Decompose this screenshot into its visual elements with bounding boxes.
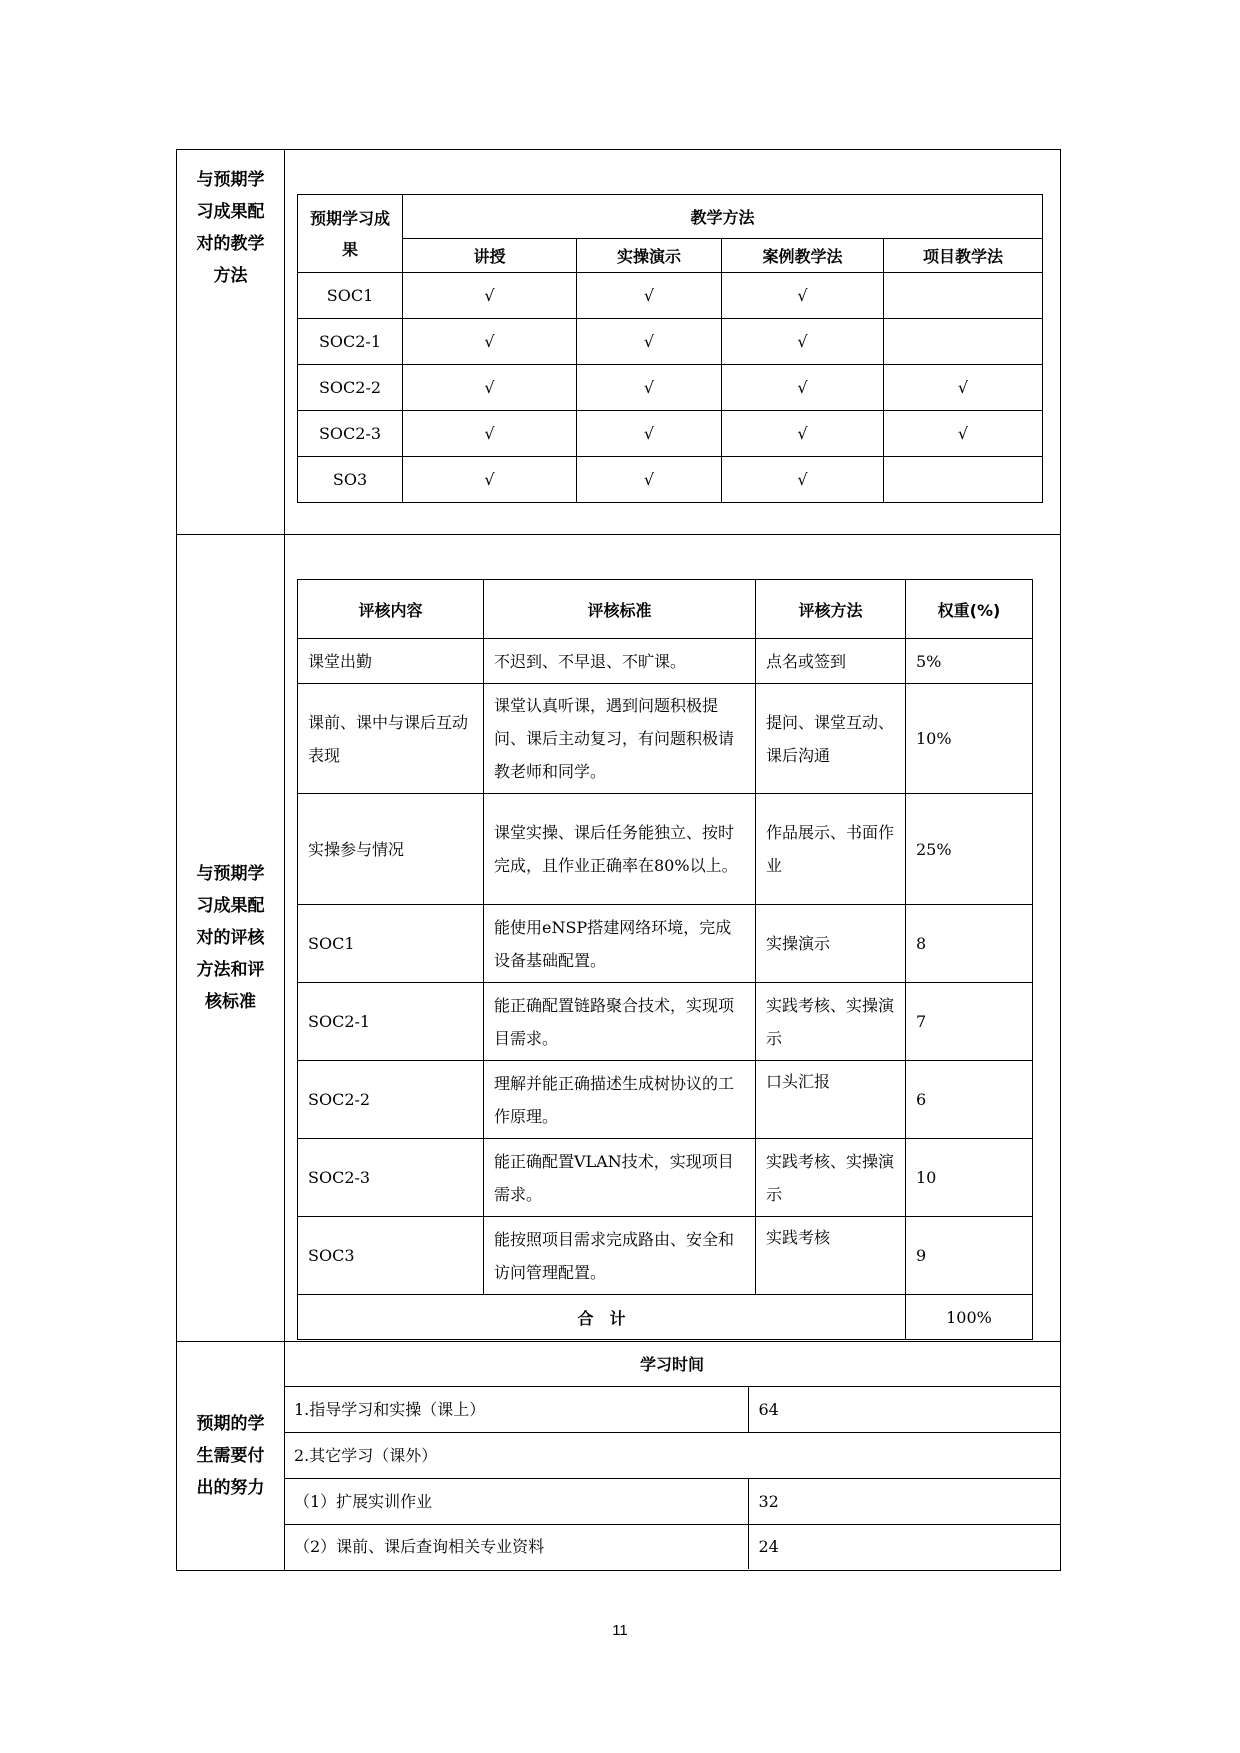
weight-cell: 8 <box>906 905 1033 983</box>
content-cell: SOC2-3 <box>298 1139 484 1217</box>
mark-cell: √ <box>577 457 722 503</box>
method-cell: 作品展示、书面作业 <box>756 794 906 905</box>
method-cell: 实践考核、实操演示 <box>756 1139 906 1217</box>
header-weight: 权重(%) <box>906 580 1033 639</box>
method-cell: 实践考核 <box>756 1217 906 1295</box>
table-row <box>298 365 1043 411</box>
teaching-method-content-cell <box>285 150 1061 535</box>
method-cell: 提问、课堂互动、课后沟通 <box>756 684 906 794</box>
content-cell: SOC2-1 <box>298 983 484 1061</box>
mark-cell: √ <box>403 457 577 503</box>
weight-cell: 25% <box>906 794 1033 905</box>
method-cell: 口头汇报 <box>756 1061 906 1139</box>
effort-value: 64 <box>748 1386 1060 1432</box>
method-project: 项目教学法 <box>884 239 1043 273</box>
effort-item: 1.指导学习和实操（课上） <box>284 1386 748 1432</box>
mark-cell: √ <box>722 457 884 503</box>
method-cell: 实操演示 <box>756 905 906 983</box>
course-outline-table <box>176 149 1061 1571</box>
table-row <box>298 983 1033 1061</box>
table-row <box>298 794 1033 905</box>
page-number: 11 <box>612 1622 628 1639</box>
effort-value: 24 <box>748 1524 1060 1569</box>
content-cell: 课前、课中与课后互动表现 <box>298 684 484 794</box>
outcome-cell: SO3 <box>298 457 403 503</box>
table-row <box>298 1061 1033 1139</box>
mark-cell: √ <box>577 365 722 411</box>
content-cell: SOC2-2 <box>298 1061 484 1139</box>
table-row <box>298 273 1043 319</box>
mark-cell: √ <box>403 319 577 365</box>
total-label: 合 计 <box>298 1295 906 1340</box>
standard-cell: 课堂实操、课后任务能独立、按时完成，且作业正确率在80%以上。 <box>484 794 756 905</box>
mark-cell <box>884 319 1043 365</box>
teaching-method-header-row <box>298 195 1043 239</box>
mark-cell: √ <box>403 411 577 457</box>
content-cell: 课堂出勤 <box>298 639 484 684</box>
weight-cell: 10% <box>906 684 1033 794</box>
mark-cell: √ <box>722 273 884 319</box>
total-value: 100% <box>906 1295 1033 1340</box>
mark-cell: √ <box>722 411 884 457</box>
effort-table <box>284 1341 1060 1569</box>
study-time-header: 学习时间 <box>284 1341 1060 1386</box>
table-row <box>284 1524 1060 1569</box>
weight-cell: 5% <box>906 639 1033 684</box>
effort-content-cell <box>285 1342 1061 1571</box>
mark-cell: √ <box>577 319 722 365</box>
effort-header-row <box>284 1341 1060 1386</box>
teaching-method-label: 与预期学习成果配对的教学方法 <box>196 170 265 286</box>
mark-cell: √ <box>403 365 577 411</box>
standard-cell: 能使用eNSP搭建网络环境，完成设备基础配置。 <box>484 905 756 983</box>
mark-cell: √ <box>722 365 884 411</box>
table-row <box>298 905 1033 983</box>
content-cell: 实操参与情况 <box>298 794 484 905</box>
method-names-row <box>298 239 1043 273</box>
table-row <box>284 1478 1060 1524</box>
table-row <box>298 411 1043 457</box>
table-row <box>298 457 1043 503</box>
effort-item: （1）扩展实训作业 <box>284 1478 748 1524</box>
standard-cell: 不迟到、不早退、不旷课。 <box>484 639 756 684</box>
table-row <box>284 1432 1060 1478</box>
mark-cell: √ <box>403 273 577 319</box>
table-row <box>298 684 1033 794</box>
effort-section <box>177 1342 1061 1571</box>
mark-cell: √ <box>577 273 722 319</box>
mark-cell <box>884 457 1043 503</box>
effort-label-cell <box>177 1342 285 1571</box>
weight-cell: 6 <box>906 1061 1033 1139</box>
teaching-method-label-cell <box>177 150 285 535</box>
standard-cell: 能正确配置VLAN技术，实现项目需求。 <box>484 1139 756 1217</box>
assessment-header-row <box>298 580 1033 639</box>
mark-cell: √ <box>884 365 1043 411</box>
mark-cell: √ <box>722 319 884 365</box>
header-method: 评核方法 <box>756 580 906 639</box>
effort-item: （2）课前、课后查询相关专业资料 <box>284 1524 748 1569</box>
standard-cell: 课堂认真听课，遇到问题积极提问、课后主动复习，有问题积极请教老师和同学。 <box>484 684 756 794</box>
standard-cell: 理解并能正确描述生成树协议的工作原理。 <box>484 1061 756 1139</box>
standard-cell: 能按照项目需求完成路由、安全和访问管理配置。 <box>484 1217 756 1295</box>
effort-item: 2.其它学习（课外） <box>284 1432 1060 1478</box>
total-row <box>298 1295 1033 1340</box>
effort-label: 预期的学生需要付出的努力 <box>196 1414 265 1498</box>
weight-cell: 10 <box>906 1139 1033 1217</box>
method-cell: 实践考核、实操演示 <box>756 983 906 1061</box>
weight-cell: 7 <box>906 983 1033 1061</box>
teaching-method-section <box>177 150 1061 535</box>
assessment-label: 与预期学习成果配对的评核方法和评核标准 <box>196 864 265 1012</box>
method-case: 案例教学法 <box>722 239 884 273</box>
outcome-cell: SOC2-2 <box>298 365 403 411</box>
table-row <box>284 1386 1060 1432</box>
header-standard: 评核标准 <box>484 580 756 639</box>
table-row <box>298 1217 1033 1295</box>
mark-cell: √ <box>884 411 1043 457</box>
method-cell: 点名或签到 <box>756 639 906 684</box>
header-outcome: 预期学习成果 <box>298 195 403 273</box>
outcome-cell: SOC1 <box>298 273 403 319</box>
table-row <box>298 319 1043 365</box>
method-lecture: 讲授 <box>403 239 577 273</box>
standard-cell: 能正确配置链路聚合技术，实现项目需求。 <box>484 983 756 1061</box>
content-cell: SOC1 <box>298 905 484 983</box>
table-row <box>298 639 1033 684</box>
assessment-content-cell <box>285 535 1061 1342</box>
outcome-cell: SOC2-3 <box>298 411 403 457</box>
outcome-cell: SOC2-1 <box>298 319 403 365</box>
mark-cell: √ <box>577 411 722 457</box>
header-methods: 教学方法 <box>403 195 1043 239</box>
mark-cell <box>884 273 1043 319</box>
assessment-section <box>177 535 1061 1342</box>
assessment-label-cell <box>177 535 285 1342</box>
header-content: 评核内容 <box>298 580 484 639</box>
table-row <box>298 1139 1033 1217</box>
content-cell: SOC3 <box>298 1217 484 1295</box>
weight-cell: 9 <box>906 1217 1033 1295</box>
effort-value: 32 <box>748 1478 1060 1524</box>
assessment-table <box>297 579 1033 1340</box>
method-demo: 实操演示 <box>577 239 722 273</box>
teaching-method-table <box>297 194 1043 503</box>
